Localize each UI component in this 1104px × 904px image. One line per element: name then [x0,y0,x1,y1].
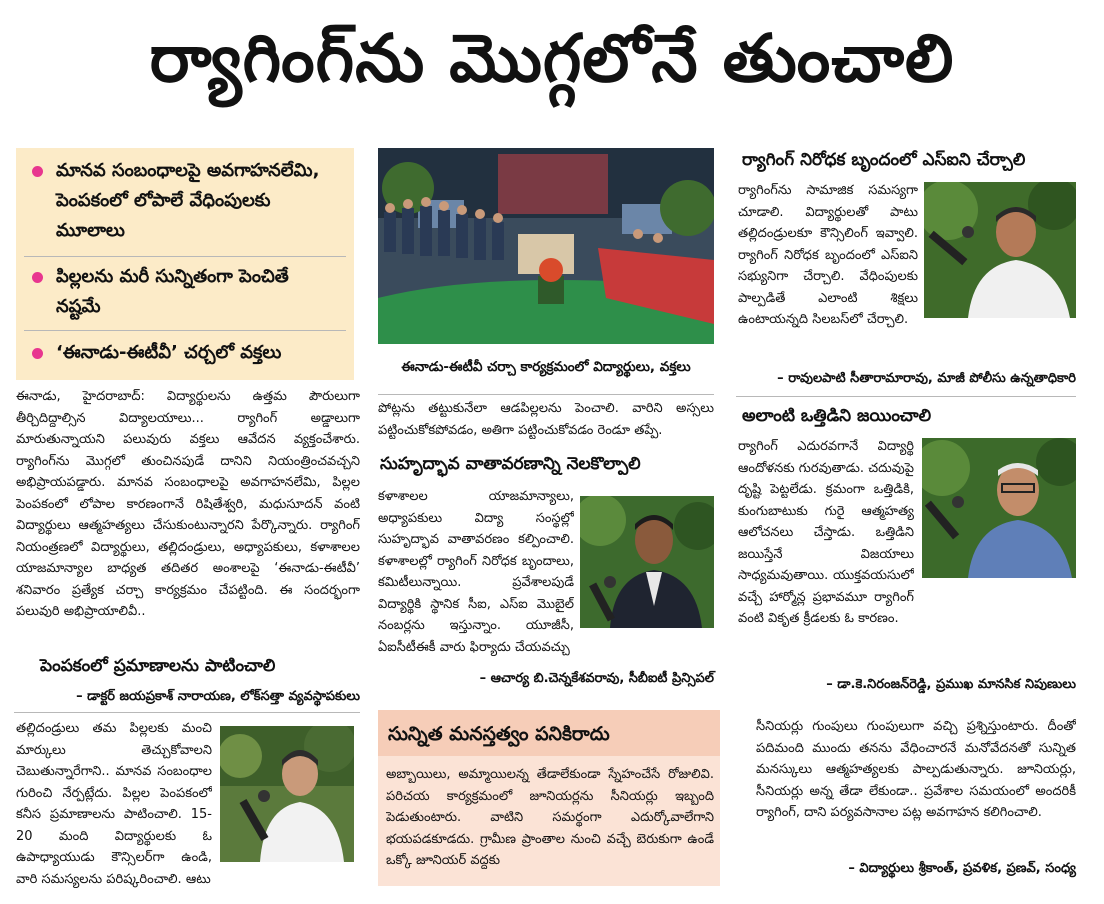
group-discussion-photo [378,148,714,344]
col1-byline: – డాక్టర్ జయప్రకాశ్ నారాయణ, లోక్‌సత్తా వ్యవస్థాపకులు [76,689,360,704]
right2-byline: – డా.కె.నిరంజన్‌రెడ్డి, ప్రముఖ మానసిక నిపుణులు [826,677,1076,692]
bullet-dot-icon [32,272,43,283]
caption-divider [378,394,714,395]
right1-divider [736,396,1076,397]
highlights-box [16,148,354,380]
col1-text: తల్లిదండ్రులు తమ పిల్లలకు మంచి మార్కులు తెచ్చుకోవాలని చెబుతున్నారేగాని.. మానవ సంబంధాల గురించి నేర్పట్లేదు. పిల్లల పెంపకంలో కనీస ప్రమాణాలను పాటించాలి. 15-20 మంది విద్యార్థులకు ఓ ఉపాధ్యాయుడు కౌన్సిలర్‌గా ఉండి, వారి సమస్యలను పరిష్కరించాలి. ఆటు [16,721,212,887]
highlight-text: ‘ఈనాడు-ఈటీవీ’ చర్చలో వక్తలు [56,342,282,363]
speaker-photo-chennakesavarao [580,496,714,628]
speaker-photo-jp [220,726,354,862]
center-byline: – ఆచార్య బి.చెన్నకేశవరావు, సీబీఐటీ ప్రిన్సిపల్ [479,671,714,686]
col1-divider [14,712,360,713]
highlight-item [34,262,314,322]
highlight-divider [24,330,346,331]
highlight-item [34,156,334,246]
center-text: కళాశాలల యాజమాన్యాలు, అధ్యాపకులు విద్యా సంస్థల్లో సుహృద్భావ వాతావరణం కల్పించాలి. కళాశాలల్లో ర్యాగింగ్ నిరోధక బృందాలు, కమిటీలున్నాయి. ప్రవేశాలపుడే విద్యార్థికి స్థానిక సీఐ, ఎస్ఐ మొబైల్ నంబర్లను ఇస్తున్నాం. యూజీసీ, ఏఐసీటీఈకీ వారు ఫిర్యాదు చేయవచ్చు [378,489,574,655]
center-text-top: పోట్లను తట్టుకునేలా ఆడపిల్లలను పెంచాలి. వారిని అస్సలు పట్టించుకోకపోవడం, అతిగా పట్టించుకోవడం రెండూ తప్పే. [378,401,714,438]
highlight-item [34,338,344,368]
col1-subhead: పెంపకంలో ప్రమాణాలను పాటించాలి [40,656,276,676]
highlight-divider [24,256,346,257]
bullet-dot-icon [32,348,43,359]
intro-paragraph: ఈనాడు, హైదరాబాద్: విద్యార్థులను ఉత్తమ పౌరులుగా తీర్చిదిద్దాల్సిన విద్యాలయాలు... ర్యాగింగ్ అడ్డాలుగా మారుతున్నాయని పలువురు వక్తలు ఆవేదన వ్యక్తంచేశారు. ర్యాగింగ్‌ను మొగ్గలో తుంచినపుడే దానిని నియంత్రించవచ్చని అభిప్రాయపడ్డారు. మానవ సంబంధాలపై అవగాహనలేమి, పిల్లల పెంపకంలో లోపాల కారణంగానే రిషితేశ్వరి, మధుసూదన్ వంటి విద్యార్థులు ఆత్మహత్యలు చేసుకుంటున్నారని పేర్కొన్నారు. ర్యాగింగ్ నియంత్రణలో విద్యార్థులు, తల్లిదండ్రులు, అధ్యాపకులు, కళాశాలల యాజమాన్యాల బాధ్యత తదితర అంశాలపై ‘ఈనాడు-ఈటీవీ’ శనివారం ప్రత్యేక చర్చా కార్యక్రమం చేపట్టింది. ఈ సందర్భంగా పలువురి అభిప్రాయాలివీ.. [16,389,360,619]
right1-text: ర్యాగింగ్‌ను సామాజిక సమస్యగా చూడాలి. విద్యార్థులతో పాటు తల్లిదండ్రులకూ కౌన్సిలింగ్ ఇవ్వాలి. ర్యాగింగ్ నిరోధక బృందంలో ఎస్ఐని సభ్యునిగా చేర్చాలి. వేధింపులకు పాల్పడితే ఎలాంటి శిక్షలు ఉంటాయన్నది సిలబస్‌లో చేర్చాలి. [738,183,918,327]
bottom-byline: – విద్యార్థులు శ్రీకాంత్, ప్రవళిక, ప్రణవ్, సంధ్య [848,861,1076,876]
highlight-text: పిల్లలను మరీ సున్నితంగా పెంచితే నష్టమే [56,266,289,317]
bottom-text-left: అబ్బాయిలు, అమ్మాయిలన్న తేడాలేకుండా స్నేహంచేసే రోజులివి. పరిచయ కార్యక్రమంలో జూనియర్లను సీనియర్లు ఇబ్బంది పెడుతుంటారు. వాటిని సమర్థంగా ఎదుర్కోవాలేగాని భయపడకూడదు. గ్రామీణ ప్రాంతాల నుంచి వచ్చే బెరుకుగా ఉండే ఒక్కో జూనియర్ వద్దకు [386,767,714,868]
center-subhead: సుహృద్భావ వాతావరణాన్ని నెలకొల్పాలి [380,454,641,474]
bullet-dot-icon [32,166,43,177]
right2-subhead: అలాంటి ఒత్తిడిని జయించాలి [742,406,932,426]
right1-subhead: ర్యాగింగ్ నిరోధక బృందంలో ఎస్ఐని చేర్చాలి [742,150,1026,170]
speaker-photo-niranjanreddy [922,438,1076,578]
right1-byline: – రావులపాటి సీతారామారావు, మాజీ పోలీసు ఉన్నతాధికారి [777,371,1076,386]
right2-text: ర్యాగింగ్ ఎదురవగానే విద్యార్థి ఆందోళనకు గురవుతాడు. చదువుపై దృష్టి పెట్టలేడు. క్రమంగా ఒత్తిడికి, కుంగుబాటుకు గురై ఆత్మహత్య ఆలోచనలు చేస్తాడు. ఒత్తిడిని జయిస్తేనే విజయాలు సాధ్యమవుతాయి. యుక్తవయసులో వచ్చే హార్మోన్ల ప్రభావమూ ర్యాగింగ్ వంటి వికృత క్రీడలకు ఓ కారణం. [738,439,914,626]
photo-caption: ఈనాడు-ఈటీవీ చర్చా కార్యక్రమంలో విద్యార్థులు, వక్తలు [401,359,691,375]
bottom-text-right: సీనియర్లు గుంపులు గుంపులుగా వచ్చి ప్రశ్నిస్తుంటారు. దీంతో పదిమంది ముందు తనను వేధించారనే మనోవేదనతో సున్నిత మనస్కులు ఆత్మహత్యలకు పాల్పడుతున్నారు. జూనియర్లు, సీనియర్లు అన్న తేడా లేకుండా.. ప్రవేశాల సమయంలో అందరికీ ర్యాగింగ్, దాని పర్యవసానాల పట్ల అవగాహన కలిగించాలి. [756,719,1076,820]
highlight-text: మానవ సంబంధాలపై అవగాహనలేమి, పెంపకంలో లోపాలే వేధింపులకు మూలాలు [56,160,320,241]
bottom-subhead: సున్నిత మనస్తత్వం పనికిరాదు [388,723,610,745]
speaker-photo-sitaramarao [924,182,1076,318]
headline: ర్యాగింగ్‌ను మొగ్గలోనే తుంచాలి [149,20,955,97]
